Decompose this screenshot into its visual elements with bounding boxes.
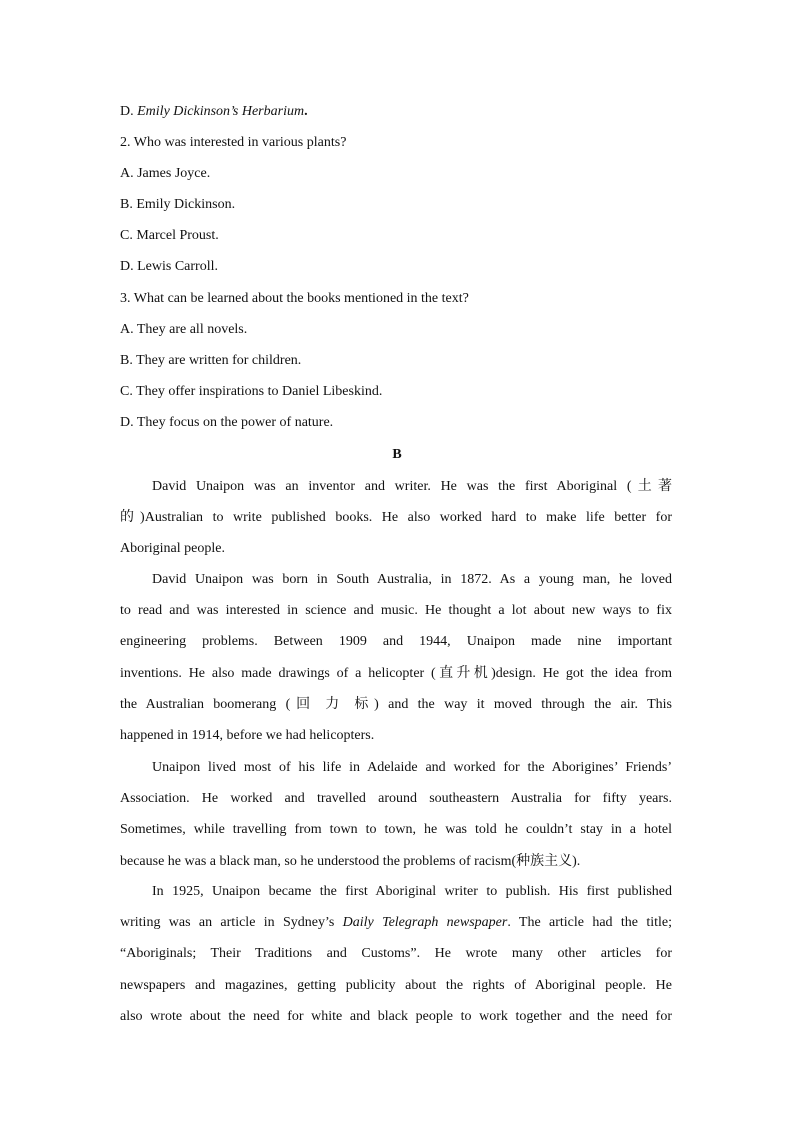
q3-option-d: D. They focus on the power of nature. (120, 415, 334, 430)
p1-line-2: 的)Australian to write published books. He also worked hard to make life better for (120, 510, 672, 526)
p4-line-3: “Aboriginals; Their Traditions and Customs”. He wrote many other articles for (120, 946, 672, 962)
p2-line-6: happened in 1914, before we had helicopters. (120, 728, 375, 744)
q2-option-b: B. Emily Dickinson. (120, 197, 236, 212)
paragraph-4 (120, 876, 672, 1032)
p4-line-4: newspapers and magazines, getting publicity about the rights of Aboriginal people. He (120, 977, 672, 993)
q2-stem: 2. Who was interested in various plants? (120, 135, 347, 150)
p4-line-5: also wrote about the need for white and black people to work together and the need for (120, 1008, 672, 1024)
q2-option-d: D. Lewis Carroll. (120, 259, 218, 274)
p3-line-3: Sometimes, while travelling from town to town, he was told he couldn’t stay in a hotel (120, 822, 672, 838)
q3-stem: 3. What can be learned about the books mentioned in the text? (120, 291, 469, 306)
paragraph-2 (120, 564, 672, 751)
p1-line-1: David Unaipon was an inventor and writer. He was the first Aboriginal (土著 (152, 479, 672, 494)
q3-option-c: C. They offer inspirations to Daniel Libeskind. (120, 384, 383, 399)
p2-line-3: engineering problems. Between 1909 and 1944, Unaipon made nine important (120, 634, 672, 650)
q1-option-d-label: D. (120, 104, 134, 119)
p2-line-4: inventions. He also made drawings of a helicopter (直升机)design. He got the idea from (120, 665, 672, 681)
q3-option-b: B. They are written for children. (120, 353, 302, 368)
p4-line-2-start: writing was an article in Sydney’s (120, 915, 343, 931)
p4-line-2 (88, 907, 672, 938)
p2-line-2: to read and was interested in science and music. He thought a lot about new ways to fix (120, 603, 672, 619)
p3-line-1: Unaipon lived most of his life in Adelaide and worked for the Aborigines’ Friends’ (152, 760, 672, 775)
p3-line-4: because he was a black man, so he understood the problems of racism(种族主义). (120, 853, 581, 869)
p4-line-2-end: . The article had the title; (507, 915, 672, 931)
q1-option-d-text: Emily Dickinson’s Herbarium (137, 104, 305, 119)
section-b-heading: B (392, 447, 402, 462)
p2-line-1: David Unaipon was born in South Australia, in 1872. As a young man, he loved (152, 572, 672, 587)
q1-option-d-end: . (304, 104, 308, 119)
q3-option-a: A. They are all novels. (120, 322, 248, 337)
p4-line-1: In 1925, Unaipon became the first Aboriginal writer to publish. His first published (152, 884, 672, 899)
q2-option-c: C. Marcel Proust. (120, 228, 219, 243)
newspaper-title: Daily Telegraph newspaper (342, 915, 508, 931)
paragraph-3 (120, 752, 672, 877)
q2-option-a: A. James Joyce. (120, 166, 211, 181)
paragraph-1 (120, 471, 672, 565)
p1-line-3: Aboriginal people. (120, 541, 225, 557)
p2-line-5: the Australian boomerang (回 力 标) and the way it moved through the air. This (120, 696, 672, 712)
p3-line-2: Association. He worked and travelled around southeastern Australia for fifty years. (120, 791, 672, 807)
q1-option-d (120, 103, 308, 121)
